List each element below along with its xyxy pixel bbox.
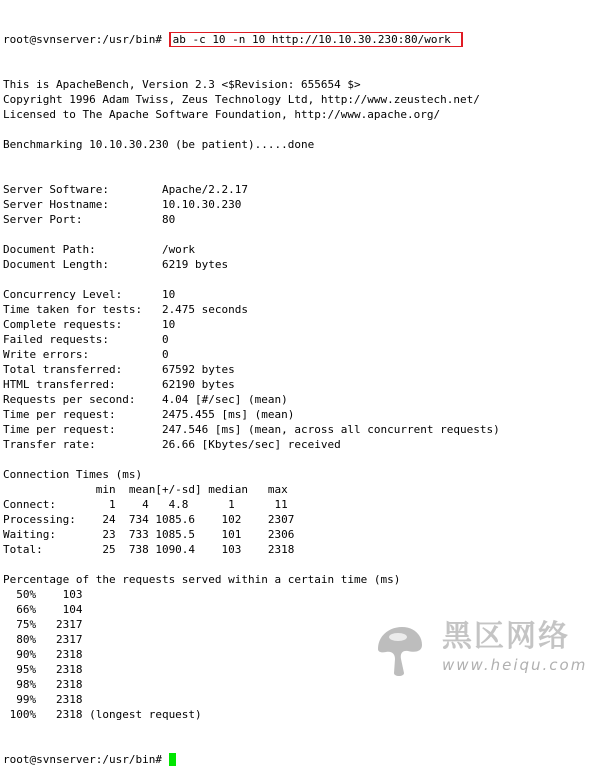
output-line: Copyright 1996 Adam Twiss, Zeus Technology Ltd, http://www.zeustech.net/ xyxy=(3,93,480,106)
shell-prompt: root@svnserver:/usr/bin# xyxy=(3,33,169,46)
mushroom-logo-icon xyxy=(368,621,428,679)
output-line: 100% 2318 (longest request) xyxy=(3,708,202,721)
output-line: Document Path: /work xyxy=(3,243,196,256)
output-line: Processing: 24 734 1085.6 102 2307 xyxy=(3,513,295,526)
output-line xyxy=(3,227,597,242)
output-line: Waiting: 23 733 1085.5 101 2306 xyxy=(3,528,295,541)
output-line: Time per request: 247.546 [ms] (mean, across all concurrent requests) xyxy=(3,423,500,436)
output-line: 80% 2317 xyxy=(3,633,83,646)
output-line: 75% 2317 xyxy=(3,618,83,631)
watermark-brand: 黑区网络 xyxy=(442,619,570,654)
shell-prompt: root@svnserver:/usr/bin# xyxy=(3,753,169,766)
output-line xyxy=(3,152,597,167)
output-line: Failed requests: 0 xyxy=(3,333,169,346)
output-line: 50% 103 xyxy=(3,588,83,601)
output-line: Document Length: 6219 bytes xyxy=(3,258,229,271)
output-line: Licensed to The Apache Software Foundation, http://www.apache.org/ xyxy=(3,108,441,121)
output-line: 98% 2318 xyxy=(3,678,83,691)
output-line: Server Port: 80 xyxy=(3,213,176,226)
output-line: Concurrency Level: 10 xyxy=(3,288,176,301)
output-line: Connect: 1 4 4.8 1 11 xyxy=(3,498,288,511)
command-line xyxy=(3,32,597,47)
output-line: Total transferred: 67592 bytes xyxy=(3,363,235,376)
output-line xyxy=(3,122,597,137)
output-line: Percentage of the requests served within a certain time (ms) xyxy=(3,573,401,586)
output-line xyxy=(3,452,597,467)
output-line xyxy=(3,557,597,572)
output-line: 95% 2318 xyxy=(3,663,83,676)
output-line xyxy=(3,167,597,182)
output-line: 90% 2318 xyxy=(3,648,83,661)
output-line: Write errors: 0 xyxy=(3,348,169,361)
output-line: Complete requests: 10 xyxy=(3,318,176,331)
output-line: Requests per second: 4.04 [#/sec] (mean) xyxy=(3,393,288,406)
final-prompt-line[interactable] xyxy=(3,752,597,767)
output-line: Transfer rate: 26.66 [Kbytes/sec] received xyxy=(3,438,341,451)
output-line: Benchmarking 10.10.30.230 (be patient).....done xyxy=(3,138,315,151)
highlighted-command: ab -c 10 -n 10 http://10.10.30.230:80/work xyxy=(169,32,463,47)
cursor-block xyxy=(169,753,176,766)
output-line: Total: 25 738 1090.4 103 2318 xyxy=(3,543,295,556)
watermark-url: www.heiqu.com xyxy=(442,656,588,674)
output-line: 99% 2318 xyxy=(3,693,83,706)
output-line xyxy=(3,272,597,287)
output-line: Server Software: Apache/2.2.17 xyxy=(3,183,249,196)
output-line: Time per request: 2475.455 [ms] (mean) xyxy=(3,408,295,421)
output-line: Connection Times (ms) xyxy=(3,468,143,481)
output-line: This is ApacheBench, Version 2.3 <$Revision: 655654 $> xyxy=(3,78,361,91)
watermark xyxy=(362,613,598,683)
output-line: Time taken for tests: 2.475 seconds xyxy=(3,303,249,316)
output-line: Server Hostname: 10.10.30.230 xyxy=(3,198,242,211)
output-line: HTML transferred: 62190 bytes xyxy=(3,378,235,391)
output-line: min mean[+/-sd] median max xyxy=(3,483,288,496)
output-line: 66% 104 xyxy=(3,603,83,616)
